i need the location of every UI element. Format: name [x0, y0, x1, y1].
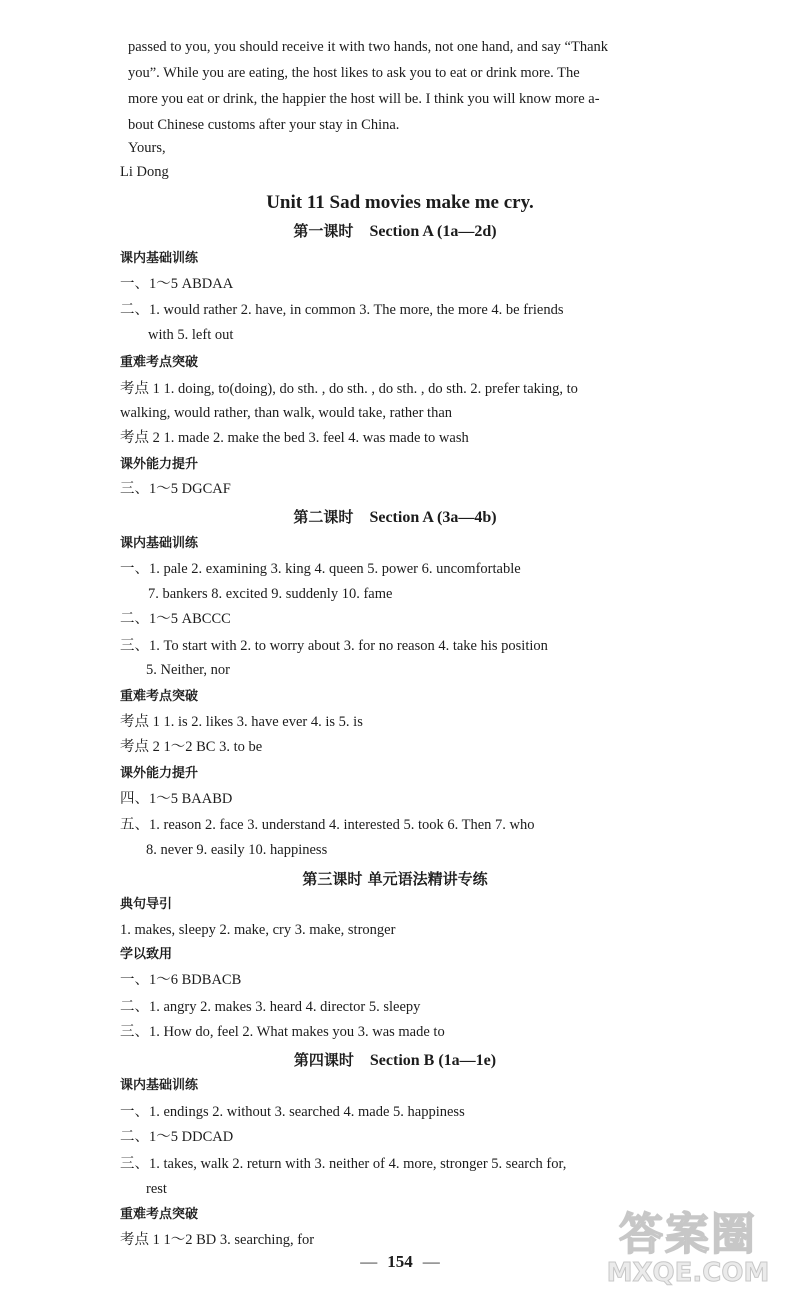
lesson-1-title-cn: 第一课时: [293, 222, 354, 240]
letter-line-2: you”. While you are eating, the host likes to ask you to eat or drink more. The: [128, 65, 580, 81]
lesson-3-section-practice: 学以致用: [120, 947, 173, 962]
lesson-1-section-extension: 课外能力提升: [120, 457, 199, 472]
lesson-2-section-basic: 课内基础训练: [120, 536, 199, 551]
watermark-url: MXQE.COM: [606, 1258, 770, 1288]
lesson-3-answer-line: 1. makes, sleepy 2. make, cry 3. make, stronger: [120, 922, 396, 938]
lesson-4-section-basic: 课内基础训练: [120, 1078, 199, 1093]
lesson-2-title-cn: 第二课时: [293, 508, 354, 526]
lesson-4-section-key-points: 重难考点突破: [120, 1207, 199, 1222]
lesson-1-answer-line: with 5. left out: [148, 327, 234, 343]
lesson-4-title-en: Section B (1a—1e): [369, 1052, 497, 1069]
page-number-footer: — 154 —: [360, 1252, 440, 1271]
lesson-1-answer-line: 三、1～5 DGCAF: [120, 481, 231, 497]
lesson-2-answer-line: 5. Neither, nor: [146, 662, 230, 678]
letter-line-4: bout Chinese customs after your stay in China.: [128, 117, 400, 133]
lesson-2-answer-line: 二、1～5 ABCCC: [120, 611, 231, 627]
lesson-4-answer-line: 三、1. takes, walk 2. return with 3. neither of 4. more, stronger 5. search for,: [120, 1156, 567, 1172]
page-number: 154: [387, 1252, 413, 1271]
unit-title: Unit 11 Sad movies make me cry.: [266, 192, 534, 213]
lesson-4-answer-line: 一、1. endings 2. without 3. searched 4. made 5. happiness: [120, 1104, 465, 1120]
lesson-2-section-key-points: 重难考点突破: [120, 689, 199, 704]
lesson-1-section-basic: 课内基础训练: [120, 251, 199, 266]
lesson-1-answer-line: 一、1～5 ABDAA: [120, 276, 234, 292]
lesson-2-title: [0, 506, 790, 529]
lesson-3-section-examples: 典句导引: [120, 897, 173, 912]
lesson-3-title: 第三课时 单元语法精讲专练: [302, 870, 488, 888]
lesson-2-answer-line: 7. bankers 8. excited 9. suddenly 10. fame: [148, 586, 393, 602]
lesson-4-answer-line: 二、1～5 DDCAD: [120, 1129, 234, 1145]
lesson-1-section-key-points: 重难考点突破: [120, 355, 199, 370]
letter-closing: Yours,: [128, 140, 166, 156]
lesson-2-answer-line: 考点 1 1. is 2. likes 3. have ever 4. is 5. is: [120, 714, 363, 730]
lesson-1-title-en: Section A (1a—2d): [369, 223, 497, 240]
lesson-4-answer-line: 考点 1 1～2 BD 3. searching, for: [120, 1232, 315, 1248]
lesson-3-answer-line: 三、1. How do, feel 2. What makes you 3. was made to: [120, 1024, 445, 1040]
letter-line-1: passed to you, you should receive it with two hands, not one hand, and say “Thank: [128, 39, 609, 55]
watermark-logo: [588, 1198, 788, 1298]
lesson-4-title: [0, 1049, 790, 1072]
lesson-1-answer-line: walking, would rather, than walk, would take, rather than: [120, 405, 453, 421]
lesson-4-answer-line: rest: [146, 1181, 167, 1197]
letter-line-3: more you eat or drink, the happier the host will be. I think you will know more a-: [128, 91, 600, 107]
lesson-2-answer-line: 四、1～5 BAABD: [120, 791, 233, 807]
lesson-2-answer-line: 五、1. reason 2. face 3. understand 4. interested 5. took 6. Then 7. who: [120, 817, 535, 833]
lesson-2-answer-line: 三、1. To start with 2. to worry about 3. for no reason 4. take his position: [120, 638, 548, 654]
letter-signature: Li Dong: [120, 164, 169, 180]
lesson-2-title-en: Section A (3a—4b): [369, 509, 497, 526]
lesson-2-answer-line: 考点 2 1～2 BC 3. to be: [120, 739, 263, 755]
lesson-2-section-extension: 课外能力提升: [120, 766, 199, 781]
lesson-1-answer-line: 二、1. would rather 2. have, in common 3. The more, the more 4. be friends: [120, 302, 564, 318]
lesson-3-answer-line: 二、1. angry 2. makes 3. heard 4. director 5. sleepy: [120, 999, 421, 1015]
watermark-title: 答案圈: [619, 1209, 757, 1260]
lesson-1-answer-line: 考点 1 1. doing, to(doing), do sth. , do sth. , do sth. , do sth. 2. prefer taking, to: [120, 381, 578, 397]
lesson-1-answer-line: 考点 2 1. made 2. make the bed 3. feel 4. was made to wash: [120, 430, 469, 446]
lesson-3-answer-line: 一、1～6 BDBACB: [120, 972, 242, 988]
lesson-1-title: [0, 220, 790, 243]
lesson-2-answer-line: 8. never 9. easily 10. happiness: [146, 842, 328, 858]
lesson-4-title-cn: 第四课时: [293, 1051, 354, 1069]
lesson-2-answer-line: 一、1. pale 2. examining 3. king 4. queen 5. power 6. uncomfortable: [120, 561, 521, 577]
